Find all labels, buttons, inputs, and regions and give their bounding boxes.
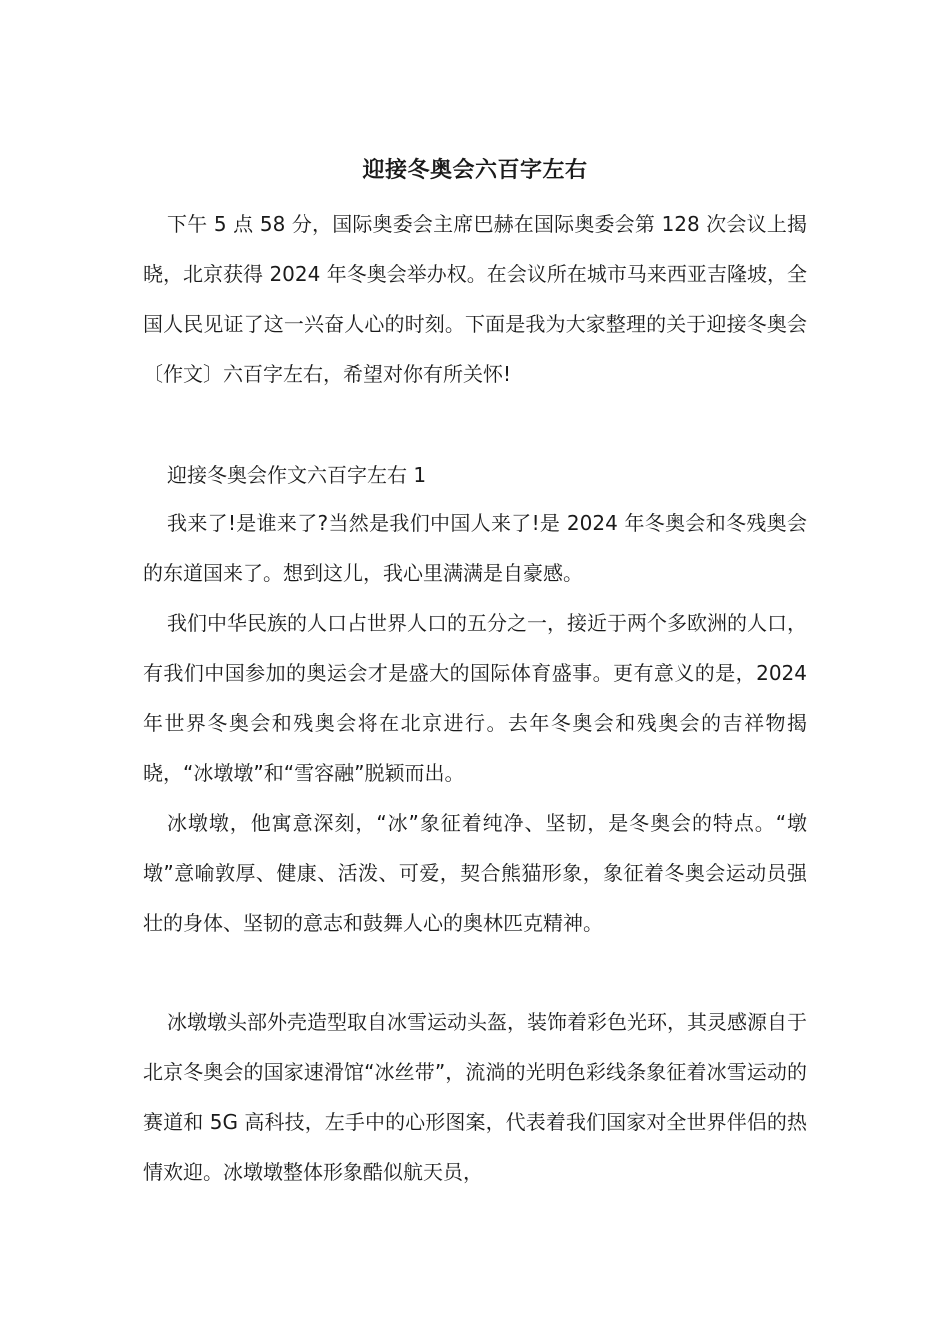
paragraph-text: 冰墩墩头部外壳造型取自冰雪运动头盔，装饰着彩色光环，其灵感源自于北京冬奥会的国家速滑馆“冰丝带”，流淌的光明色彩线条象征着冰雪运动的赛道和 5G 高科技，左手中的心形图案，代表着我们国家对全世界伴侣的热情欢迎。冰墩墩整体形象酷似航天员， — [143, 1010, 807, 1184]
section-heading — [143, 450, 807, 500]
paragraph-2 — [143, 598, 807, 798]
intro-paragraph — [143, 199, 807, 399]
paragraph-text: 冰墩墩，他寓意深刻，“冰”象征着纯净、坚韧，是冬奥会的特点。“墩墩”意喻敦厚、健康、活泼、可爱，契合熊猫形象，象征着冬奥会运动员强壮的身体、坚韧的意志和鼓舞人心的奥林匹克精神。 — [143, 811, 807, 935]
paragraph-text: 下午 5 点 58 分，国际奥委会主席巴赫在国际奥委会第 128 次会议上揭晓，北京获得 2024 年冬奥会举办权。在会议所在城市马来西亚吉隆坡，全国人民见证了这一兴奋人心的时刻。下面是我为大家整理的关于迎接冬奥会〔作文〕六百字左右，希望对你有所关怀! — [143, 212, 807, 386]
paragraph-text: 我们中华民族的人口占世界人口的五分之一，接近于两个多欧洲的人口，有我们中国参加的奥运会才是盛大的国际体育盛事。更有意义的是，2024 年世界冬奥会和残奥会将在北京进行。去年冬奥会和残奥会的吉祥物揭晓，“冰墩墩”和“雪容融”脱颖而出。 — [143, 611, 807, 785]
subheading-text: 迎接冬奥会作文六百字左右 1 — [167, 463, 427, 487]
paragraph-text: 我来了!是谁来了?当然是我们中国人来了!是 2024 年冬奥会和冬残奥会的东道国来了。想到这儿，我心里满满是自豪感。 — [143, 511, 807, 585]
paragraph-4 — [143, 997, 807, 1197]
document-title: 迎接冬奥会六百字左右 — [362, 157, 588, 183]
paragraph-3 — [143, 798, 807, 948]
paragraph-1 — [143, 498, 807, 598]
